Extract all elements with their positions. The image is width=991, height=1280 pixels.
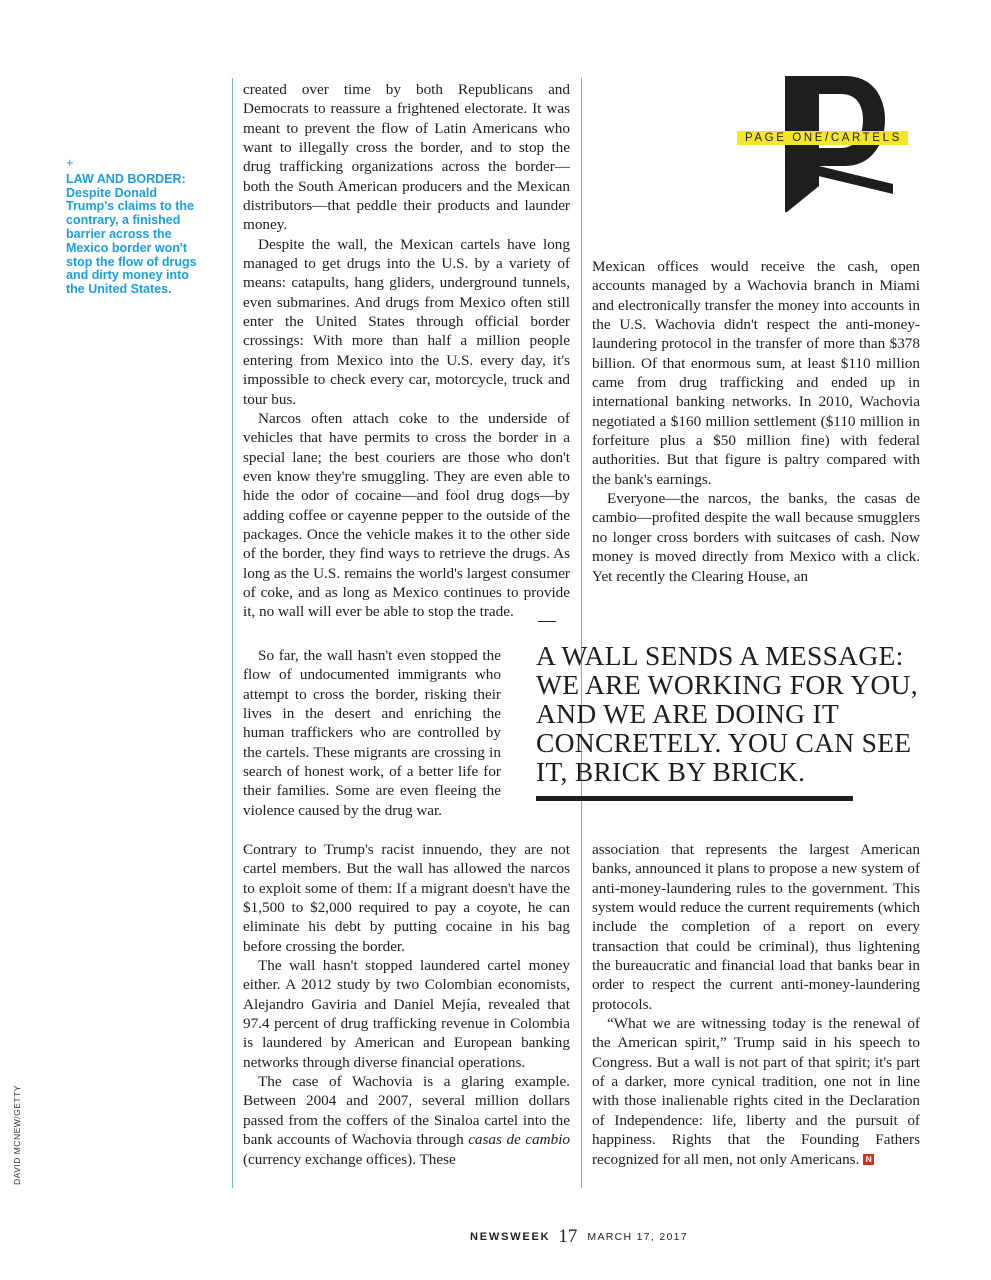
col1-paragraph-2: Despite the wall, the Mexican cartels have long managed to get drugs into the U.S. by a variety of means: catapults, hang gliders, underground tunnels, even submarines. And drugs from Mexico often still enter the United States through official border crossings: With more than half a million people entering from Mexico into the U.S. every day, it's impossible to check every car, motorcycle, truck and tour bus. xyxy=(243,235,570,408)
column-2-top xyxy=(592,257,920,586)
col1-paragraph-3: Narcos often attach coke to the underside of vehicles that have permits to cross the border in a special lane; the best couriers are those who don't even know they're smuggling. They are even able to hide the odor of cocaine—and fool drug dogs—by adding coffee or cayenne pepper to the outside of the packages. Once the vehicle makes it to the other side of the border, they find ways to retrieve the drugs. As long as the U.S. remains the world's largest consumer of coke, and as long as Mexico continues to provide it, no wall will ever be able to stop the trade. xyxy=(243,409,570,621)
col2-paragraph-2: Everyone—the narcos, the banks, the casas de cambio—profited despite the wall because smugglers no longer cross borders with suitcases of cash. Now money is moved directly from Mexico with a click. Yet recently the Clearing House, an xyxy=(592,490,920,585)
caption-text: LAW AND BORDER: Despite Donald Trump's claims to the contrary, a finished barrier across the Mexico border won't stop the flow of drugs and dirty money into the United States. xyxy=(66,171,197,297)
photo-credit: DAVID MCNEW/GETTY xyxy=(12,1085,22,1185)
col1-paragraph-1: created over time by both Republicans and Democrats to reassure a frightened electorate. It was meant to prevent the flow of Latin Americans who want to illegally cross the border, and to stop the drug trafficking organizations across the border—both the South American producers and the Mexican distributors—that peddle their products and launder money. xyxy=(243,81,570,234)
footer-brand: NEWSWEEK xyxy=(470,1231,551,1243)
section-logo xyxy=(725,68,925,218)
footer-page-number: 17 xyxy=(558,1226,578,1247)
photo-caption xyxy=(66,156,206,297)
col2-paragraph-3: association that represents the largest American banks, announced it plans to propose a new system of anti-money-laundering rules to the government. This system would reduce the current requirements (which include the completion of a report on every transaction that could be criminal), thus lightening the bureaucratic and financial load that banks bear in order to respect the current anti-money-laundering protocols. xyxy=(592,841,920,1013)
footer-date: MARCH 17, 2017 xyxy=(587,1231,688,1243)
col1-paragraph-4b: Contrary to Trump's racist innuendo, they are not cartel members. But the wall has allowed the narcos to exploit some of them: If a migrant doesn't have the $1,500 to $2,000 required to pay a coyote, he can eliminate his debt by putting cocaine in his bag before crossing the border. xyxy=(243,841,570,955)
end-mark-icon: N xyxy=(863,1154,874,1165)
column-1-top xyxy=(243,80,570,622)
column-2-bottom xyxy=(592,840,920,1169)
col1-paragraph-5: The wall hasn't stopped laundered cartel money either. A 2012 study by two Colombian economists, Alejandro Gaviria and Daniel Mejía, revealed that 97.4 percent of drug trafficking revenue in Colombia is laundered by American and European banking networks through diverse financial operations. xyxy=(243,957,570,1071)
pull-quote-bar xyxy=(536,796,853,801)
col2-paragraph-4: “What we are witnessing today is the renewal of the American spirit,” Trump said in his speech to Congress. But a wall is not part of that spirit; it's part of a darker, more cynical tradition, one not in line with those inalienable rights cited in the Declaration of Independence: life, liberty and the pursuit of happiness. Rights that the Founding Fathers recognized for all men, not only Americans. N xyxy=(592,1015,920,1168)
column-1-bottom xyxy=(243,840,570,1169)
pull-quote: A WALL SENDS A MESSAGE: WE ARE WORKING FOR YOU, AND WE ARE DOING IT CONCRETELY. YOU CAN SEE IT, BRICK BY BRICK. xyxy=(536,640,918,787)
caption-marker: + xyxy=(66,155,74,170)
column-rule-middle xyxy=(581,78,582,1188)
pull-quote-dash xyxy=(538,621,556,622)
col1-paragraph-6: The case of Wachovia is a glaring example. Between 2004 and 2007, several million dollars passed from the coffers of the Sinaloa cartel into the bank accounts of Wachovia through casas de cambio (currency exchange offices). These xyxy=(243,1073,571,1168)
section-label: PAGE ONE/CARTELS xyxy=(737,131,908,145)
column-rule-left xyxy=(232,78,233,1188)
col2-paragraph-1: Mexican offices would receive the cash, open accounts managed by a Wachovia branch in Miami and electronically transfer the money into accounts in the U.S. Wachovia didn't respect the anti-money-laundering protocol in the transfer of more than $378 billion. Of that enormous sum, at least $110 million came from drug trafficking and ended up in international banking networks. In 2010, Wachovia negotiated a $160 million settlement ($110 million in forfeiture plus a $50 million fine) with federal authorities. But that figure is paltry compared with the bank's earnings. xyxy=(592,258,920,488)
col1-paragraph-4: So far, the wall hasn't even stopped the flow of undocumented immigrants who attempt to cross the border, risking their lives in the desert and enriching the human traffickers who are controlled by the cartels. These migrants are crossing in search of honest work, of a better life for their families. Some are even fleeing the violence caused by the drug war. xyxy=(243,647,501,819)
column-1-middle xyxy=(243,646,501,820)
casas-de-cambio-italic: casas de cambio xyxy=(468,1131,571,1149)
page-footer xyxy=(470,1226,770,1250)
